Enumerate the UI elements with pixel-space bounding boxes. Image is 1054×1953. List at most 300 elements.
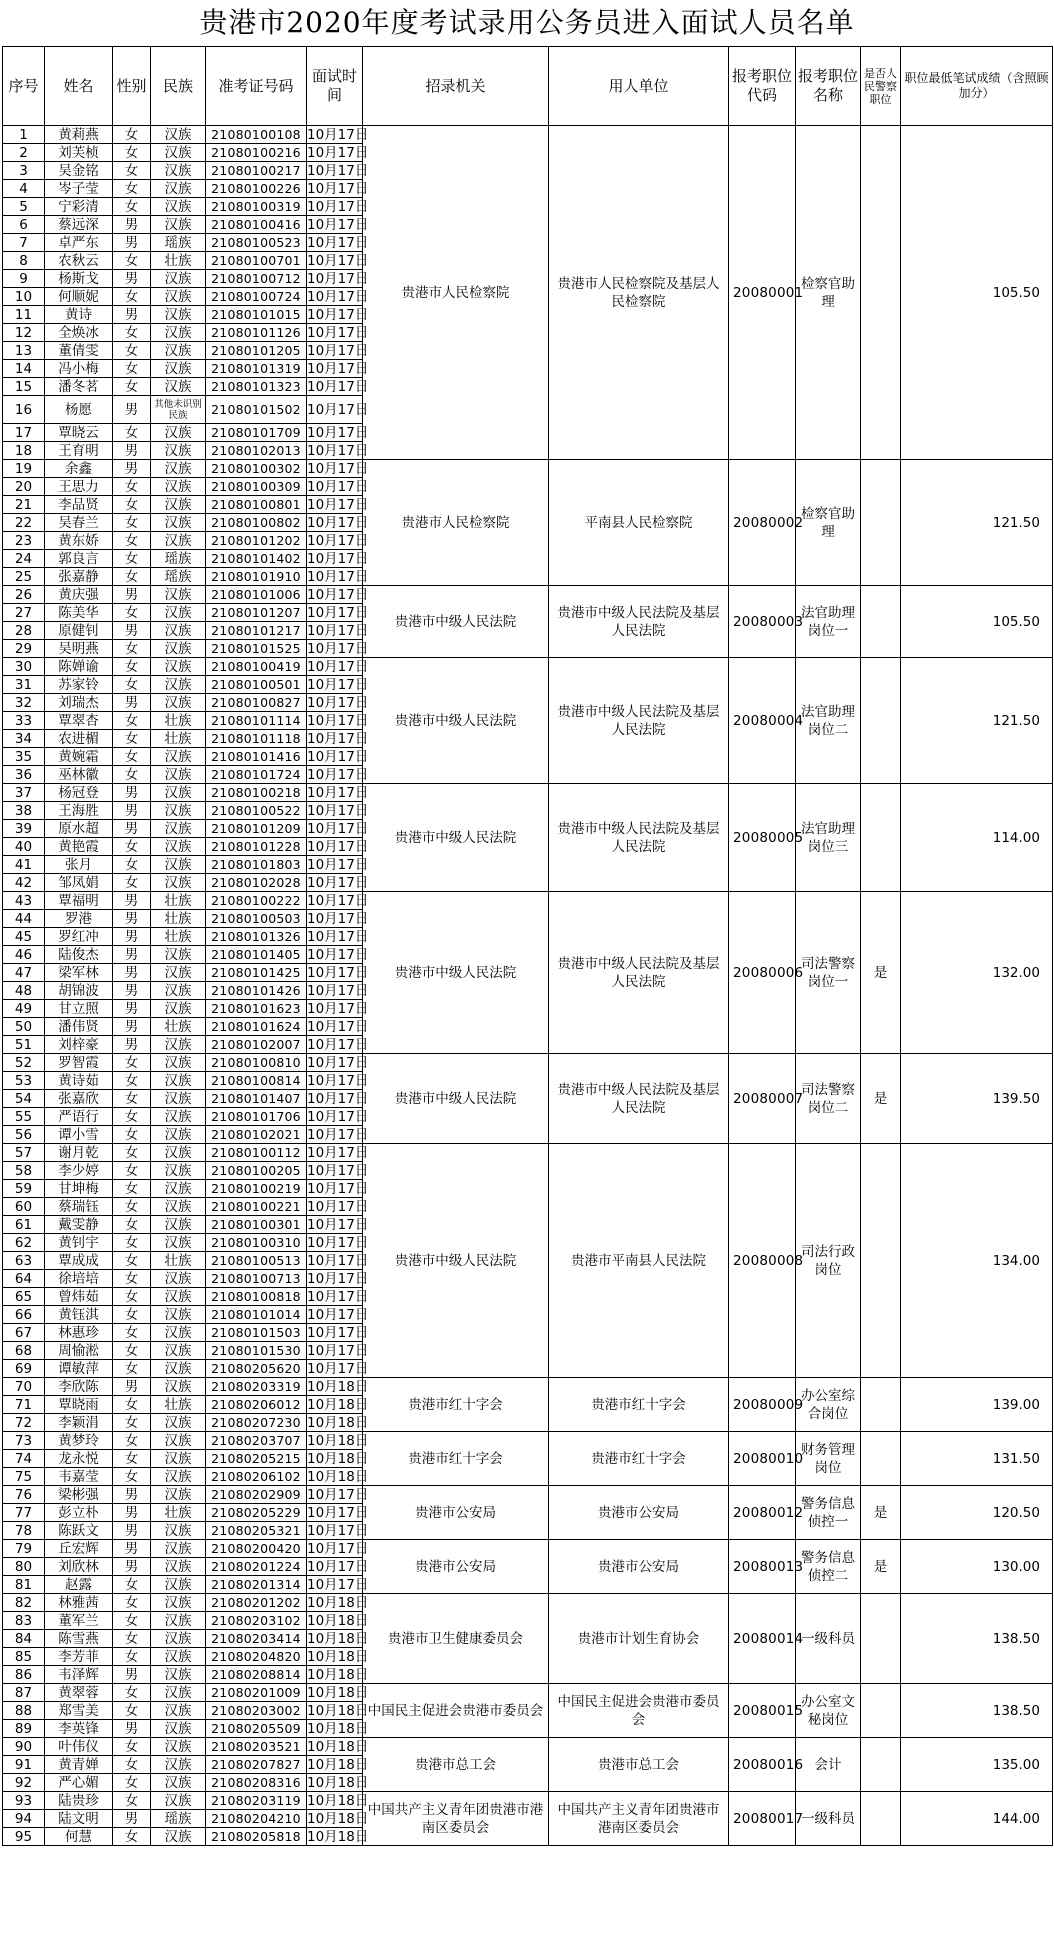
cell-name: 徐培培 bbox=[45, 1270, 113, 1288]
cell-interview-time: 10月17日 bbox=[307, 1054, 369, 1071]
cell-name: 韦嘉莹 bbox=[45, 1468, 113, 1486]
cell-interview-time: 10月17日 bbox=[307, 532, 369, 549]
cell-name: 李英锋 bbox=[45, 1720, 113, 1738]
cell-exam-id: 21080101118 bbox=[206, 730, 307, 748]
header-ethnicity: 民族 bbox=[151, 47, 206, 126]
cell-gender: 男 bbox=[113, 1666, 151, 1684]
cell-position-name: 警务信息侦控二 bbox=[796, 1540, 861, 1594]
cell-name: 罗港 bbox=[45, 910, 113, 928]
cell-name: 杨冠登 bbox=[45, 784, 113, 802]
cell-ethnicity: 汉族 bbox=[151, 1090, 206, 1108]
cell-seq: 63 bbox=[3, 1252, 45, 1270]
cell-min-score: 114.00 bbox=[901, 784, 1053, 892]
cell-seq: 40 bbox=[3, 838, 45, 856]
cell-unit: 贵港市中级人民法院及基层人民法院 bbox=[549, 658, 729, 784]
cell-gender: 女 bbox=[113, 162, 151, 180]
cell-gender: 女 bbox=[113, 1234, 151, 1252]
cell-ethnicity: 汉族 bbox=[151, 676, 206, 694]
table-row bbox=[3, 658, 1053, 676]
cell-exam-id: 21080100501 bbox=[206, 676, 307, 694]
cell-seq: 94 bbox=[3, 1810, 45, 1828]
cell-position-code: 20080014 bbox=[729, 1594, 796, 1684]
cell-exam-id: 21080100810 bbox=[206, 1054, 307, 1072]
cell-name: 杨斯戈 bbox=[45, 270, 113, 288]
cell-exam-id: 21080101207 bbox=[206, 604, 307, 622]
cell-exam-id: 21080100217 bbox=[206, 162, 307, 180]
cell-name: 张嘉欣 bbox=[45, 1090, 113, 1108]
cell-name: 黄翠蓉 bbox=[45, 1684, 113, 1702]
cell-ethnicity: 汉族 bbox=[151, 306, 206, 324]
cell-gender: 女 bbox=[113, 730, 151, 748]
cell-gender: 男 bbox=[113, 892, 151, 910]
cell-exam-id: 21080101425 bbox=[206, 964, 307, 982]
cell-gender: 女 bbox=[113, 1090, 151, 1108]
cell-gender: 女 bbox=[113, 712, 151, 730]
cell-exam-id: 21080100226 bbox=[206, 180, 307, 198]
cell-interview-time: 10月17日 bbox=[307, 1018, 369, 1035]
cell-interview-time: 10月17日 bbox=[307, 478, 369, 495]
cell-seq: 2 bbox=[3, 144, 45, 162]
cell-exam-id: 21080100310 bbox=[206, 1234, 307, 1252]
cell-gender: 女 bbox=[113, 1324, 151, 1342]
cell-ethnicity: 汉族 bbox=[151, 324, 206, 342]
cell-interview-time: 10月17日 bbox=[307, 378, 369, 395]
cell-ethnicity: 汉族 bbox=[151, 1432, 206, 1450]
cell-agency: 贵港市中级人民法院 bbox=[363, 1054, 549, 1144]
cell-name: 罗红冲 bbox=[45, 928, 113, 946]
cell-position-name: 办公室综合岗位 bbox=[796, 1378, 861, 1432]
cell-ethnicity: 汉族 bbox=[151, 1108, 206, 1126]
cell-name: 覃晓雨 bbox=[45, 1396, 113, 1414]
cell-agency: 贵港市公安局 bbox=[363, 1486, 549, 1540]
cell-ethnicity: 壮族 bbox=[151, 910, 206, 928]
cell-exam-id: 21080101910 bbox=[206, 568, 307, 586]
cell-seq: 21 bbox=[3, 496, 45, 514]
cell-seq: 66 bbox=[3, 1306, 45, 1324]
cell-interview-time: 10月18日 bbox=[307, 1450, 369, 1467]
cell-seq: 93 bbox=[3, 1792, 45, 1810]
cell-position-name: 检察官助理 bbox=[796, 126, 861, 460]
cell-name: 吴明燕 bbox=[45, 640, 113, 658]
cell-ethnicity: 汉族 bbox=[151, 1414, 206, 1432]
cell-gender: 女 bbox=[113, 748, 151, 766]
cell-interview-time: 10月17日 bbox=[307, 874, 369, 891]
cell-unit: 贵港市红十字会 bbox=[549, 1432, 729, 1486]
cell-name: 黄庆强 bbox=[45, 586, 113, 604]
cell-exam-id: 21080101624 bbox=[206, 1018, 307, 1036]
cell-interview-time: 10月17日 bbox=[307, 910, 369, 927]
cell-seq: 65 bbox=[3, 1288, 45, 1306]
cell-interview-time: 10月17日 bbox=[307, 144, 369, 161]
cell-interview-time: 10月18日 bbox=[307, 1702, 369, 1719]
cell-name: 刘瑞杰 bbox=[45, 694, 113, 712]
cell-seq: 23 bbox=[3, 532, 45, 550]
cell-seq: 78 bbox=[3, 1522, 45, 1540]
cell-gender: 女 bbox=[113, 144, 151, 162]
cell-ethnicity: 汉族 bbox=[151, 946, 206, 964]
cell-ethnicity: 瑶族 bbox=[151, 550, 206, 568]
cell-ethnicity: 汉族 bbox=[151, 1324, 206, 1342]
cell-gender: 男 bbox=[113, 982, 151, 1000]
cell-unit: 贵港市红十字会 bbox=[549, 1378, 729, 1432]
table-row bbox=[3, 586, 1053, 604]
cell-unit: 贵港市公安局 bbox=[549, 1486, 729, 1540]
cell-ethnicity: 汉族 bbox=[151, 604, 206, 622]
cell-unit: 平南县人民检察院 bbox=[549, 460, 729, 586]
cell-interview-time: 10月17日 bbox=[307, 838, 369, 855]
cell-interview-time: 10月18日 bbox=[307, 1396, 369, 1413]
cell-unit: 贵港市中级人民法院及基层人民法院 bbox=[549, 784, 729, 892]
cell-gender: 女 bbox=[113, 1594, 151, 1612]
cell-gender: 男 bbox=[113, 910, 151, 928]
cell-name: 王海胜 bbox=[45, 802, 113, 820]
cell-min-score: 135.00 bbox=[901, 1738, 1053, 1792]
cell-seq: 20 bbox=[3, 478, 45, 496]
cell-position-name: 司法警察岗位二 bbox=[796, 1054, 861, 1144]
cell-interview-time: 10月17日 bbox=[307, 1234, 369, 1251]
cell-gender: 女 bbox=[113, 1216, 151, 1234]
cell-exam-id: 21080203002 bbox=[206, 1702, 307, 1720]
cell-position-name: 财务管理岗位 bbox=[796, 1432, 861, 1486]
header-gender: 性别 bbox=[113, 47, 151, 126]
cell-ethnicity: 汉族 bbox=[151, 126, 206, 144]
cell-exam-id: 21080101015 bbox=[206, 306, 307, 324]
cell-seq: 58 bbox=[3, 1162, 45, 1180]
cell-gender: 女 bbox=[113, 1648, 151, 1666]
cell-unit: 贵港市计划生育协会 bbox=[549, 1594, 729, 1684]
cell-interview-time: 10月17日 bbox=[307, 496, 369, 513]
cell-interview-time: 10月18日 bbox=[307, 1720, 369, 1737]
cell-interview-time: 10月17日 bbox=[307, 1360, 369, 1377]
cell-gender: 女 bbox=[113, 1360, 151, 1378]
cell-ethnicity: 汉族 bbox=[151, 1648, 206, 1666]
cell-gender: 女 bbox=[113, 180, 151, 198]
cell-seq: 11 bbox=[3, 306, 45, 324]
table-row bbox=[3, 1792, 1053, 1810]
cell-unit: 中国民主促进会贵港市委员会 bbox=[549, 1684, 729, 1738]
cell-exam-id: 21080100301 bbox=[206, 1216, 307, 1234]
cell-gender: 女 bbox=[113, 766, 151, 784]
cell-exam-id: 21080100416 bbox=[206, 216, 307, 234]
cell-exam-id: 21080100802 bbox=[206, 514, 307, 532]
page-title: 贵港市2020年度考试录用公务员进入面试人员名单 bbox=[199, 6, 855, 39]
cell-ethnicity: 汉族 bbox=[151, 1738, 206, 1756]
cell-ethnicity: 汉族 bbox=[151, 144, 206, 162]
cell-min-score: 134.00 bbox=[901, 1144, 1053, 1378]
cell-name: 王育明 bbox=[45, 442, 113, 460]
cell-name: 吴春兰 bbox=[45, 514, 113, 532]
cell-seq: 18 bbox=[3, 442, 45, 460]
cell-interview-time: 10月17日 bbox=[307, 1108, 369, 1125]
cell-name: 谭敏萍 bbox=[45, 1360, 113, 1378]
cell-interview-time: 10月17日 bbox=[307, 586, 369, 603]
table-row bbox=[3, 1594, 1053, 1612]
cell-name: 何顺妮 bbox=[45, 288, 113, 306]
cell-name: 梁军林 bbox=[45, 964, 113, 982]
cell-gender: 女 bbox=[113, 1180, 151, 1198]
cell-interview-time: 10月17日 bbox=[307, 234, 369, 251]
cell-interview-time: 10月17日 bbox=[307, 766, 369, 783]
cell-interview-time: 10月17日 bbox=[307, 1558, 369, 1575]
cell-exam-id: 21080100814 bbox=[206, 1072, 307, 1090]
cell-seq: 80 bbox=[3, 1558, 45, 1576]
cell-agency: 贵港市红十字会 bbox=[363, 1432, 549, 1486]
cell-gender: 女 bbox=[113, 1108, 151, 1126]
cell-exam-id: 21080100503 bbox=[206, 910, 307, 928]
cell-exam-id: 21080101502 bbox=[206, 396, 307, 424]
cell-ethnicity: 汉族 bbox=[151, 1072, 206, 1090]
cell-ethnicity: 汉族 bbox=[151, 1198, 206, 1216]
cell-interview-time: 10月17日 bbox=[307, 1126, 369, 1143]
cell-police: 是 bbox=[861, 1486, 901, 1540]
cell-exam-id: 21080203414 bbox=[206, 1630, 307, 1648]
cell-position-code: 20080004 bbox=[729, 658, 796, 784]
cell-name: 郑雪美 bbox=[45, 1702, 113, 1720]
cell-exam-id: 21080101205 bbox=[206, 342, 307, 360]
cell-interview-time: 10月17日 bbox=[307, 424, 369, 441]
cell-position-code: 20080001 bbox=[729, 126, 796, 460]
cell-ethnicity: 汉族 bbox=[151, 360, 206, 378]
cell-name: 潘冬茗 bbox=[45, 378, 113, 396]
cell-exam-id: 21080100801 bbox=[206, 496, 307, 514]
cell-police bbox=[861, 1738, 901, 1792]
cell-exam-id: 21080100523 bbox=[206, 234, 307, 252]
cell-interview-time: 10月17日 bbox=[307, 1576, 369, 1593]
cell-seq: 33 bbox=[3, 712, 45, 730]
cell-interview-time: 10月17日 bbox=[307, 1180, 369, 1197]
cell-position-name: 法官助理岗位一 bbox=[796, 586, 861, 658]
cell-gender: 女 bbox=[113, 1630, 151, 1648]
cell-gender: 女 bbox=[113, 1198, 151, 1216]
cell-name: 巫林徽 bbox=[45, 766, 113, 784]
cell-gender: 男 bbox=[113, 1540, 151, 1558]
cell-name: 农进楣 bbox=[45, 730, 113, 748]
cell-ethnicity: 汉族 bbox=[151, 460, 206, 478]
cell-ethnicity: 汉族 bbox=[151, 1126, 206, 1144]
cell-interview-time: 10月17日 bbox=[307, 1306, 369, 1323]
cell-exam-id: 21080100319 bbox=[206, 198, 307, 216]
cell-position-name: 司法行政岗位 bbox=[796, 1144, 861, 1378]
cell-exam-id: 21080100712 bbox=[206, 270, 307, 288]
cell-ethnicity: 瑶族 bbox=[151, 1810, 206, 1828]
cell-gender: 女 bbox=[113, 252, 151, 270]
header-agency: 招录机关 bbox=[363, 47, 549, 126]
cell-exam-id: 21080101319 bbox=[206, 360, 307, 378]
cell-ethnicity: 汉族 bbox=[151, 1378, 206, 1396]
cell-gender: 女 bbox=[113, 1792, 151, 1810]
cell-name: 梁彬强 bbox=[45, 1486, 113, 1504]
cell-gender: 男 bbox=[113, 802, 151, 820]
cell-gender: 女 bbox=[113, 126, 151, 144]
cell-gender: 女 bbox=[113, 1162, 151, 1180]
cell-min-score: 138.50 bbox=[901, 1684, 1053, 1738]
cell-ethnicity: 汉族 bbox=[151, 1720, 206, 1738]
cell-exam-id: 21080201202 bbox=[206, 1594, 307, 1612]
cell-ethnicity: 汉族 bbox=[151, 1162, 206, 1180]
cell-name: 卓严东 bbox=[45, 234, 113, 252]
cell-name: 赵露 bbox=[45, 1576, 113, 1594]
cell-gender: 女 bbox=[113, 378, 151, 396]
cell-gender: 女 bbox=[113, 1774, 151, 1792]
cell-name: 刘欣林 bbox=[45, 1558, 113, 1576]
cell-ethnicity: 汉族 bbox=[151, 748, 206, 766]
cell-exam-id: 21080101402 bbox=[206, 550, 307, 568]
cell-seq: 90 bbox=[3, 1738, 45, 1756]
cell-name: 董倩雯 bbox=[45, 342, 113, 360]
cell-unit: 贵港市平南县人民法院 bbox=[549, 1144, 729, 1378]
cell-police bbox=[861, 1594, 901, 1684]
cell-exam-id: 21080102028 bbox=[206, 874, 307, 892]
cell-ethnicity: 汉族 bbox=[151, 216, 206, 234]
cell-name: 陆文明 bbox=[45, 1810, 113, 1828]
cell-exam-id: 21080100713 bbox=[206, 1270, 307, 1288]
cell-exam-id: 21080206102 bbox=[206, 1468, 307, 1486]
cell-position-code: 20080010 bbox=[729, 1432, 796, 1486]
cell-name: 覃翠杏 bbox=[45, 712, 113, 730]
cell-name: 甘立照 bbox=[45, 1000, 113, 1018]
cell-seq: 54 bbox=[3, 1090, 45, 1108]
cell-interview-time: 10月17日 bbox=[307, 892, 369, 909]
cell-seq: 45 bbox=[3, 928, 45, 946]
cell-name: 王思力 bbox=[45, 478, 113, 496]
cell-ethnicity: 汉族 bbox=[151, 442, 206, 460]
cell-seq: 41 bbox=[3, 856, 45, 874]
cell-exam-id: 21080101623 bbox=[206, 1000, 307, 1018]
cell-seq: 26 bbox=[3, 586, 45, 604]
cell-ethnicity: 汉族 bbox=[151, 1450, 206, 1468]
cell-name: 潘伟贤 bbox=[45, 1018, 113, 1036]
cell-seq: 36 bbox=[3, 766, 45, 784]
cell-name: 黄莉燕 bbox=[45, 126, 113, 144]
cell-min-score: 121.50 bbox=[901, 658, 1053, 784]
cell-name: 黄梦玲 bbox=[45, 1432, 113, 1450]
cell-ethnicity: 汉族 bbox=[151, 784, 206, 802]
cell-exam-id: 21080101209 bbox=[206, 820, 307, 838]
cell-seq: 35 bbox=[3, 748, 45, 766]
cell-position-code: 20080007 bbox=[729, 1054, 796, 1144]
cell-gender: 女 bbox=[113, 550, 151, 568]
cell-seq: 55 bbox=[3, 1108, 45, 1126]
cell-name: 郭良言 bbox=[45, 550, 113, 568]
cell-seq: 57 bbox=[3, 1144, 45, 1162]
cell-gender: 女 bbox=[113, 1756, 151, 1774]
cell-name: 黄钊宇 bbox=[45, 1234, 113, 1252]
cell-interview-time: 10月18日 bbox=[307, 1648, 369, 1665]
cell-seq: 73 bbox=[3, 1432, 45, 1450]
cell-interview-time: 10月17日 bbox=[307, 252, 369, 269]
cell-gender: 女 bbox=[113, 198, 151, 216]
cell-ethnicity: 汉族 bbox=[151, 424, 206, 442]
cell-exam-id: 21080101503 bbox=[206, 1324, 307, 1342]
cell-name: 农秋云 bbox=[45, 252, 113, 270]
cell-gender: 男 bbox=[113, 442, 151, 460]
cell-name: 黄艳霞 bbox=[45, 838, 113, 856]
cell-gender: 女 bbox=[113, 1684, 151, 1702]
cell-exam-id: 21080203707 bbox=[206, 1432, 307, 1450]
cell-interview-time: 10月17日 bbox=[307, 712, 369, 729]
cell-interview-time: 10月17日 bbox=[307, 802, 369, 819]
cell-seq: 15 bbox=[3, 378, 45, 396]
cell-ethnicity: 汉族 bbox=[151, 1774, 206, 1792]
cell-interview-time: 10月17日 bbox=[307, 1342, 369, 1359]
cell-ethnicity: 汉族 bbox=[151, 514, 206, 532]
cell-ethnicity: 汉族 bbox=[151, 1180, 206, 1198]
cell-ethnicity: 壮族 bbox=[151, 730, 206, 748]
cell-ethnicity: 汉族 bbox=[151, 342, 206, 360]
cell-seq: 86 bbox=[3, 1666, 45, 1684]
table-row bbox=[3, 1738, 1053, 1756]
header-row bbox=[3, 47, 1053, 126]
cell-gender: 男 bbox=[113, 694, 151, 712]
cell-exam-id: 21080207230 bbox=[206, 1414, 307, 1432]
cell-interview-time: 10月17日 bbox=[307, 1090, 369, 1107]
cell-interview-time: 10月18日 bbox=[307, 1612, 369, 1629]
cell-seq: 19 bbox=[3, 460, 45, 478]
cell-interview-time: 10月17日 bbox=[307, 1504, 369, 1521]
cell-exam-id: 21080205321 bbox=[206, 1522, 307, 1540]
cell-exam-id: 21080102007 bbox=[206, 1036, 307, 1054]
cell-name: 韦泽辉 bbox=[45, 1666, 113, 1684]
cell-name: 陈雪燕 bbox=[45, 1630, 113, 1648]
cell-ethnicity: 汉族 bbox=[151, 1306, 206, 1324]
cell-gender: 女 bbox=[113, 568, 151, 586]
cell-name: 黄诗 bbox=[45, 306, 113, 324]
cell-name: 罗智霞 bbox=[45, 1054, 113, 1072]
cell-position-name: 检察官助理 bbox=[796, 460, 861, 586]
cell-ethnicity: 汉族 bbox=[151, 1216, 206, 1234]
cell-interview-time: 10月17日 bbox=[307, 1036, 369, 1053]
cell-name: 冯小梅 bbox=[45, 360, 113, 378]
cell-ethnicity: 汉族 bbox=[151, 856, 206, 874]
cell-seq: 24 bbox=[3, 550, 45, 568]
cell-exam-id: 21080208316 bbox=[206, 1774, 307, 1792]
cell-seq: 69 bbox=[3, 1360, 45, 1378]
cell-exam-id: 21080102013 bbox=[206, 442, 307, 460]
cell-exam-id: 21080101426 bbox=[206, 982, 307, 1000]
cell-ethnicity: 瑶族 bbox=[151, 234, 206, 252]
cell-exam-id: 21080100309 bbox=[206, 478, 307, 496]
cell-interview-time: 10月17日 bbox=[307, 180, 369, 197]
cell-gender: 男 bbox=[113, 216, 151, 234]
cell-interview-time: 10月17日 bbox=[307, 360, 369, 377]
cell-gender: 女 bbox=[113, 1252, 151, 1270]
cell-gender: 女 bbox=[113, 1432, 151, 1450]
cell-interview-time: 10月18日 bbox=[307, 1378, 369, 1395]
cell-name: 吴金铭 bbox=[45, 162, 113, 180]
cell-ethnicity: 汉族 bbox=[151, 1630, 206, 1648]
cell-name: 黄东娇 bbox=[45, 532, 113, 550]
cell-exam-id: 21080200420 bbox=[206, 1540, 307, 1558]
cell-seq: 25 bbox=[3, 568, 45, 586]
cell-gender: 女 bbox=[113, 360, 151, 378]
cell-gender: 男 bbox=[113, 270, 151, 288]
cell-seq: 72 bbox=[3, 1414, 45, 1432]
cell-interview-time: 10月17日 bbox=[307, 820, 369, 837]
table-row bbox=[3, 892, 1053, 910]
cell-seq: 67 bbox=[3, 1324, 45, 1342]
cell-exam-id: 21080101407 bbox=[206, 1090, 307, 1108]
cell-agency: 贵港市中级人民法院 bbox=[363, 892, 549, 1054]
cell-exam-id: 21080205229 bbox=[206, 1504, 307, 1522]
cell-interview-time: 10月17日 bbox=[307, 216, 369, 233]
cell-seq: 14 bbox=[3, 360, 45, 378]
cell-name: 陆俊杰 bbox=[45, 946, 113, 964]
cell-exam-id: 21080100827 bbox=[206, 694, 307, 712]
header-position-code: 报考职位代码 bbox=[729, 47, 796, 126]
cell-gender: 女 bbox=[113, 1702, 151, 1720]
cell-seq: 46 bbox=[3, 946, 45, 964]
cell-interview-time: 10月17日 bbox=[307, 622, 369, 639]
